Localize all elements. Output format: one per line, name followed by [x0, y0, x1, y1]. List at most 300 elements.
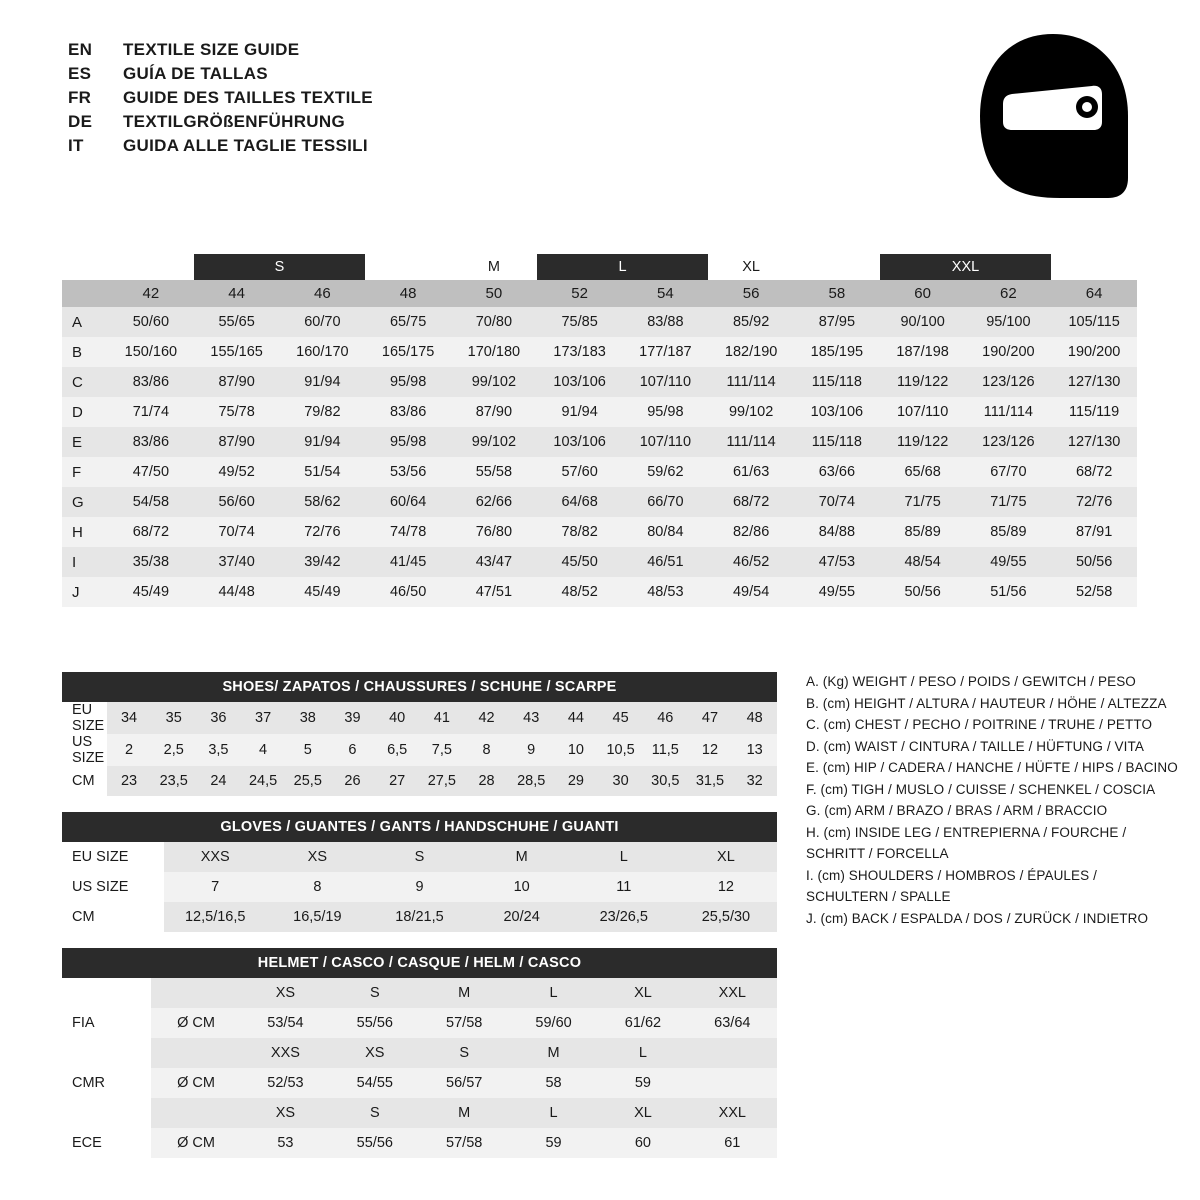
cell: 187/198 — [880, 337, 966, 367]
cell: 27,5 — [420, 766, 465, 796]
cell: 46 — [643, 702, 688, 734]
cell: 12 — [688, 734, 733, 766]
cell: 35/38 — [108, 547, 194, 577]
cell: 59/62 — [623, 457, 709, 487]
cell: 59/60 — [509, 1008, 598, 1038]
cell: 49/52 — [194, 457, 280, 487]
cell: 60 — [598, 1128, 687, 1158]
cell: 24,5 — [241, 766, 286, 796]
cell: 10 — [471, 872, 573, 902]
numeric-size-56: 56 — [708, 280, 794, 307]
cell: 29 — [554, 766, 599, 796]
cell: 20/24 — [471, 902, 573, 932]
legend-item-i-cont: SCHULTERN / SPALLE — [806, 889, 951, 904]
cell: 64/68 — [537, 487, 623, 517]
cell: 111/114 — [708, 427, 794, 457]
cell: XS — [266, 842, 368, 872]
size-label-xxl: XXL — [880, 254, 1052, 280]
cell: 23 — [107, 766, 152, 796]
cell: 8 — [464, 734, 509, 766]
cell: 48/53 — [623, 577, 709, 607]
helmet-row-key-ece: ECE — [62, 1128, 151, 1158]
cell: 9 — [509, 734, 554, 766]
row-key-f: F — [62, 457, 108, 487]
cell: 32 — [732, 766, 777, 796]
cell: 52/58 — [1051, 577, 1137, 607]
cell: 47/50 — [108, 457, 194, 487]
cell: 83/86 — [365, 397, 451, 427]
cell: 170/180 — [451, 337, 537, 367]
cell: 115/118 — [794, 367, 880, 397]
cell: 62/66 — [451, 487, 537, 517]
shoes-table-title-row — [62, 672, 777, 702]
cell: 26 — [330, 766, 375, 796]
gloves-row-key-eu: EU SIZE — [62, 842, 164, 872]
cell: 59 — [509, 1128, 598, 1158]
row-key-c: C — [62, 367, 108, 397]
cell: 25,5/30 — [675, 902, 777, 932]
cell: 27 — [375, 766, 420, 796]
legend-item-f: F. (cm) TIGH / MUSLO / CUISSE / SCHENKEL / COSCIA — [806, 781, 1156, 797]
cell: 68/72 — [708, 487, 794, 517]
gloves-row-key-us: US SIZE — [62, 872, 164, 902]
numeric-size-52: 52 — [537, 280, 623, 307]
cell: 23/26,5 — [573, 902, 675, 932]
cell: 76/80 — [451, 517, 537, 547]
cell: 83/88 — [623, 307, 709, 337]
cell: XXS — [164, 842, 266, 872]
cell: 190/200 — [966, 337, 1052, 367]
cell: XS — [241, 978, 330, 1008]
cell: L — [509, 978, 598, 1008]
legend-item-h-cont: SCHRITT / FORCELLA — [806, 846, 949, 861]
cell: 79/82 — [280, 397, 366, 427]
size-label-s: S — [194, 254, 366, 280]
cell: 87/91 — [1051, 517, 1137, 547]
cell: L — [509, 1098, 598, 1128]
numeric-size-42: 42 — [108, 280, 194, 307]
row-key-g: G — [62, 487, 108, 517]
legend-item-e: E. (cm) HIP / CADERA / HANCHE / HÜFTE / HIPS / BACINO — [806, 760, 1178, 775]
cell: 44 — [554, 702, 599, 734]
title-text-de: TEXTILGRÖßENFÜHRUNG — [123, 112, 345, 131]
table-row — [62, 337, 1137, 367]
cell: 48/54 — [880, 547, 966, 577]
cell: 31,5 — [688, 766, 733, 796]
table-row — [62, 842, 777, 872]
cell: 63/64 — [688, 1008, 777, 1038]
cell: 68/72 — [108, 517, 194, 547]
cell: S — [330, 1098, 419, 1128]
cell: 91/94 — [280, 427, 366, 457]
language-code-es: ES — [68, 64, 92, 83]
cell: 82/86 — [708, 517, 794, 547]
size-label-xl: XL — [708, 254, 794, 280]
table-row — [62, 902, 777, 932]
cell: 2,5 — [151, 734, 196, 766]
cell: 72/76 — [1051, 487, 1137, 517]
cell: 115/119 — [1051, 397, 1137, 427]
row-key-j: J — [62, 577, 108, 607]
cell: 38 — [285, 702, 330, 734]
size-label-blank-4 — [794, 254, 880, 280]
accessory-tables — [62, 672, 792, 1158]
cell: 49/54 — [708, 577, 794, 607]
cell: 34 — [107, 702, 152, 734]
cell: 90/100 — [880, 307, 966, 337]
cell — [151, 1038, 240, 1068]
cell: 13 — [732, 734, 777, 766]
cell: 28,5 — [509, 766, 554, 796]
gloves-row-key-cm: CM — [62, 902, 164, 932]
cell: 61/62 — [598, 1008, 687, 1038]
cell: 46/51 — [623, 547, 709, 577]
cell-unit: Ø CM — [151, 1068, 240, 1098]
gloves-table-title: GLOVES / GUANTES / GANTS / HANDSCHUHE / GUANTI — [62, 812, 777, 842]
table-row — [62, 487, 1137, 517]
cell: 16,5/19 — [266, 902, 368, 932]
cell: 44/48 — [194, 577, 280, 607]
cell: 35 — [151, 702, 196, 734]
cell: 103/106 — [794, 397, 880, 427]
cell: 51/56 — [966, 577, 1052, 607]
cell — [688, 1038, 777, 1068]
cell: 50/56 — [880, 577, 966, 607]
cell: 150/160 — [108, 337, 194, 367]
cell: 55/56 — [330, 1128, 419, 1158]
cell: 91/94 — [537, 397, 623, 427]
cell: 70/80 — [451, 307, 537, 337]
cell: 71/75 — [880, 487, 966, 517]
cell: 63/66 — [794, 457, 880, 487]
row-key-a: A — [62, 307, 108, 337]
cell: 54/58 — [108, 487, 194, 517]
cell: 41/45 — [365, 547, 451, 577]
cell — [151, 978, 240, 1008]
cell: 155/165 — [194, 337, 280, 367]
numeric-size-60: 60 — [880, 280, 966, 307]
title-row-es — [68, 62, 373, 86]
cell: 58/62 — [280, 487, 366, 517]
cell: 65/75 — [365, 307, 451, 337]
legend-item-h: H. (cm) INSIDE LEG / ENTREPIERNA / FOURCHE / — [806, 824, 1127, 840]
cell: 111/114 — [966, 397, 1052, 427]
size-label-l: L — [537, 254, 709, 280]
cell: 75/85 — [537, 307, 623, 337]
helmet-table-title-row — [62, 948, 777, 978]
cell: 47/51 — [451, 577, 537, 607]
shoes-table — [62, 672, 777, 796]
cell: 39/42 — [280, 547, 366, 577]
cell: XXS — [241, 1038, 330, 1068]
cell: 42 — [464, 702, 509, 734]
cell: 7 — [164, 872, 266, 902]
cell: 49/55 — [966, 547, 1052, 577]
helmet-fia-header-key — [62, 978, 151, 1008]
numeric-size-58: 58 — [794, 280, 880, 307]
legend-item-d: D. (cm) WAIST / CINTURA / TAILLE / HÜFTUNG / VITA — [806, 738, 1144, 754]
cell: 45/50 — [537, 547, 623, 577]
cell: 55/58 — [451, 457, 537, 487]
cell: 25,5 — [285, 766, 330, 796]
size-label-row — [62, 254, 1137, 280]
cell: 72/76 — [280, 517, 366, 547]
cell: 6,5 — [375, 734, 420, 766]
cell: 57/58 — [420, 1128, 509, 1158]
cell: 48/52 — [537, 577, 623, 607]
table-row — [62, 702, 777, 734]
size-label-blank-3 — [365, 254, 451, 280]
cell: 71/75 — [966, 487, 1052, 517]
helmet-row-key-cmr: CMR — [62, 1068, 151, 1098]
numeric-size-44: 44 — [194, 280, 280, 307]
cell: 119/122 — [880, 367, 966, 397]
legend-item-b: B. (cm) HEIGHT / ALTURA / HAUTEUR / HÖHE / ALTEZZA — [806, 695, 1167, 711]
cell: 47 — [688, 702, 733, 734]
cell: 60/70 — [280, 307, 366, 337]
cell: 74/78 — [365, 517, 451, 547]
cell: 5 — [285, 734, 330, 766]
cell: 107/110 — [623, 427, 709, 457]
numeric-size-54: 54 — [623, 280, 709, 307]
cell: 99/102 — [451, 367, 537, 397]
cell: 71/74 — [108, 397, 194, 427]
cell: 182/190 — [708, 337, 794, 367]
row-key-e: E — [62, 427, 108, 457]
cell: 177/187 — [623, 337, 709, 367]
gloves-table-title-row — [62, 812, 777, 842]
cell: 54/55 — [330, 1068, 419, 1098]
helmet-cmr-header-key — [62, 1038, 151, 1068]
title-row-it — [68, 134, 373, 158]
cell: 61/63 — [708, 457, 794, 487]
cell: 105/115 — [1051, 307, 1137, 337]
cell: 39 — [330, 702, 375, 734]
cell: 37/40 — [194, 547, 280, 577]
legend-item-c: C. (cm) CHEST / PECHO / POITRINE / TRUHE / PETTO — [806, 717, 1153, 732]
cell: 11,5 — [643, 734, 688, 766]
cell: 12 — [675, 872, 777, 902]
textile-size-table — [62, 254, 1137, 607]
cell: 53 — [241, 1128, 330, 1158]
table-row — [62, 577, 1137, 607]
title-text-en: TEXTILE SIZE GUIDE — [123, 40, 300, 59]
cell: 45/49 — [108, 577, 194, 607]
spacer-shoes-gloves — [62, 796, 792, 812]
cell: 46/50 — [365, 577, 451, 607]
cell: 70/74 — [794, 487, 880, 517]
numeric-size-corner — [62, 280, 108, 307]
cell: 87/90 — [451, 397, 537, 427]
cell-unit: Ø CM — [151, 1128, 240, 1158]
cell: 70/74 — [194, 517, 280, 547]
title-text-it: GUIDA ALLE TAGLIE TESSILI — [123, 136, 368, 155]
cell: 56/60 — [194, 487, 280, 517]
size-label-blank-5 — [1051, 254, 1137, 280]
cell: 48 — [732, 702, 777, 734]
size-label-blank-1 — [62, 254, 108, 280]
cell: 173/183 — [537, 337, 623, 367]
cell: 65/68 — [880, 457, 966, 487]
table-row — [62, 1008, 777, 1038]
cell: 57/60 — [537, 457, 623, 487]
table-row — [62, 397, 1137, 427]
cell: 4 — [241, 734, 286, 766]
cell: 58 — [509, 1068, 598, 1098]
row-key-b: B — [62, 337, 108, 367]
title-row-de — [68, 110, 373, 134]
cell: 91/94 — [280, 367, 366, 397]
cell: 56/57 — [420, 1068, 509, 1098]
cell: 107/110 — [880, 397, 966, 427]
cell: 2 — [107, 734, 152, 766]
cell: 85/89 — [966, 517, 1052, 547]
cell: 84/88 — [794, 517, 880, 547]
cell: S — [368, 842, 470, 872]
table-row — [62, 457, 1137, 487]
row-key-i: I — [62, 547, 108, 577]
cell: 24 — [196, 766, 241, 796]
cell: 28 — [464, 766, 509, 796]
cell: 10,5 — [598, 734, 643, 766]
helmet-ece-header-row — [62, 1098, 777, 1128]
helmet-fia-header-row — [62, 978, 777, 1008]
table-row — [62, 766, 777, 796]
cell: XL — [675, 842, 777, 872]
cell: 95/98 — [365, 427, 451, 457]
cell: XS — [330, 1038, 419, 1068]
cell: 87/95 — [794, 307, 880, 337]
cell: 99/102 — [708, 397, 794, 427]
table-row — [62, 547, 1137, 577]
cell: 68/72 — [1051, 457, 1137, 487]
table-row — [62, 517, 1137, 547]
measurement-legend — [806, 672, 1186, 930]
cell: 83/86 — [108, 367, 194, 397]
cell: 61 — [688, 1128, 777, 1158]
cell: M — [509, 1038, 598, 1068]
title-text-fr: GUIDE DES TAILLES TEXTILE — [123, 88, 373, 107]
numeric-size-64: 64 — [1051, 280, 1137, 307]
cell: 8 — [266, 872, 368, 902]
size-label-m: M — [451, 254, 537, 280]
cell — [151, 1098, 240, 1128]
title-block — [68, 38, 373, 158]
cell: 160/170 — [280, 337, 366, 367]
racing-helmet-icon — [968, 28, 1138, 203]
cell: 80/84 — [623, 517, 709, 547]
cell: 11 — [573, 872, 675, 902]
cell: 43 — [509, 702, 554, 734]
size-label-blank-2 — [108, 254, 194, 280]
cell: S — [420, 1038, 509, 1068]
cell: L — [598, 1038, 687, 1068]
shoes-row-key-cm: CM — [62, 766, 107, 796]
cell: 60/64 — [365, 487, 451, 517]
cell: 23,5 — [151, 766, 196, 796]
numeric-size-50: 50 — [451, 280, 537, 307]
gloves-table — [62, 812, 777, 932]
legend-item-g: G. (cm) ARM / BRAZO / BRAS / ARM / BRACCIO — [806, 803, 1108, 818]
spacer-gloves-helmet — [62, 932, 792, 948]
cell: 75/78 — [194, 397, 280, 427]
language-code-fr: FR — [68, 88, 92, 107]
cell: 53/56 — [365, 457, 451, 487]
cell: 45 — [598, 702, 643, 734]
cell: 95/100 — [966, 307, 1052, 337]
table-row — [62, 427, 1137, 457]
cell: 111/114 — [708, 367, 794, 397]
shoes-table-title: SHOES/ ZAPATOS / CHAUSSURES / SCHUHE / SCARPE — [62, 672, 777, 702]
row-key-d: D — [62, 397, 108, 427]
cell: 36 — [196, 702, 241, 734]
language-code-de: DE — [68, 112, 93, 131]
cell: 127/130 — [1051, 367, 1137, 397]
cell: 87/90 — [194, 427, 280, 457]
cell: 103/106 — [537, 367, 623, 397]
cell: 30 — [598, 766, 643, 796]
cell: 165/175 — [365, 337, 451, 367]
cell: 7,5 — [420, 734, 465, 766]
title-row-fr — [68, 86, 373, 110]
language-code-it: IT — [68, 136, 84, 155]
cell: 95/98 — [623, 397, 709, 427]
table-row — [62, 1128, 777, 1158]
cell: 83/86 — [108, 427, 194, 457]
cell: 12,5/16,5 — [164, 902, 266, 932]
cell: 95/98 — [365, 367, 451, 397]
legend-item-a: A. (Kg) WEIGHT / PESO / POIDS / GEWITCH / PESO — [806, 674, 1136, 689]
cell: 127/130 — [1051, 427, 1137, 457]
cell: 55/65 — [194, 307, 280, 337]
cell: 18/21,5 — [368, 902, 470, 932]
row-key-h: H — [62, 517, 108, 547]
cell: 87/90 — [194, 367, 280, 397]
cell: 78/82 — [537, 517, 623, 547]
cell: 103/106 — [537, 427, 623, 457]
cell: XL — [598, 978, 687, 1008]
cell: 3,5 — [196, 734, 241, 766]
numeric-size-48: 48 — [365, 280, 451, 307]
table-row — [62, 872, 777, 902]
title-text-es: GUÍA DE TALLAS — [123, 64, 268, 83]
cell: 52/53 — [241, 1068, 330, 1098]
cell: 85/92 — [708, 307, 794, 337]
cell: 51/54 — [280, 457, 366, 487]
table-row — [62, 734, 777, 766]
language-code-en: EN — [68, 40, 93, 59]
title-row-en — [68, 38, 373, 62]
helmet-row-key-fia: FIA — [62, 1008, 151, 1038]
cell: 123/126 — [966, 427, 1052, 457]
helmet-table-title: HELMET / CASCO / CASQUE / HELM / CASCO — [62, 948, 777, 978]
cell: 50/56 — [1051, 547, 1137, 577]
cell: 185/195 — [794, 337, 880, 367]
cell: XXL — [688, 1098, 777, 1128]
cell: M — [420, 1098, 509, 1128]
cell: 37 — [241, 702, 286, 734]
cell: 40 — [375, 702, 420, 734]
cell: M — [471, 842, 573, 872]
cell: 190/200 — [1051, 337, 1137, 367]
cell: 6 — [330, 734, 375, 766]
cell: 59 — [598, 1068, 687, 1098]
cell: 55/56 — [330, 1008, 419, 1038]
cell: 49/55 — [794, 577, 880, 607]
cell: 30,5 — [643, 766, 688, 796]
cell: 43/47 — [451, 547, 537, 577]
cell: 119/122 — [880, 427, 966, 457]
